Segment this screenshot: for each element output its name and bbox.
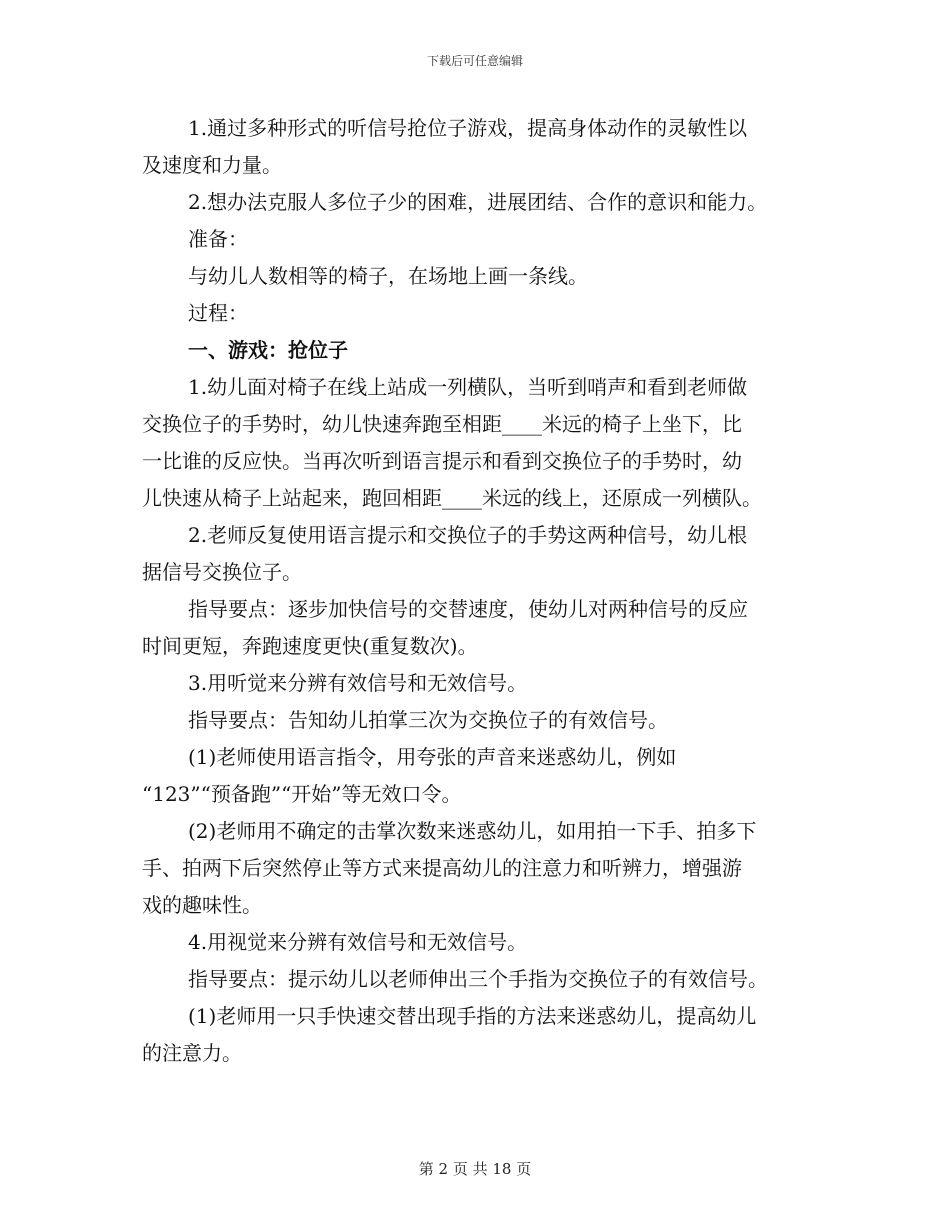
- text-line: 指导要点：告知幼儿拍掌三次为交换位子的有效信号。: [188, 708, 668, 732]
- text-line: 一比谁的反应快。当再次听到语言提示和看到交换位子的手势时，幼: [142, 449, 742, 473]
- text-line: 1.幼儿面对椅子在线上站成一列横队，当听到哨声和看到老师做: [188, 375, 748, 399]
- text-line: 指导要点：逐步加快信号的交替速度，使幼儿对两种信号的反应: [188, 597, 748, 621]
- text-line: 2.想办法克服人多位子少的困难，进展团结、合作的意识和能力。: [188, 190, 768, 214]
- text-line: 手、拍两下后突然停止等方式来提高幼儿的注意力和听辨力，增强游: [142, 856, 742, 880]
- text-line: 4.用视觉来分辨有效信号和无效信号。: [188, 930, 528, 954]
- text-line: 儿快速从椅子上站起来，跑回相距____米远的线上，还原成一列横队。: [142, 486, 762, 510]
- page-footer: 第 2 页 共 18 页: [418, 1160, 532, 1178]
- document-body: [142, 110, 822, 1072]
- text-line: 与幼儿人数相等的椅子，在场地上画一条线。: [188, 264, 588, 288]
- text-line: 及速度和力量。: [142, 153, 282, 177]
- text-line: 3.用听觉来分辨有效信号和无效信号。: [188, 671, 528, 695]
- text-line: (2)老师用不确定的击掌次数来迷惑幼儿，如用拍一下手、拍多下: [188, 819, 757, 843]
- text-line: “123”“预备跑”“开始”等无效口令。: [142, 782, 462, 806]
- text-line: 准备：: [188, 227, 248, 251]
- section-heading: 一、游戏：抢位子: [188, 338, 348, 362]
- text-line: 过程：: [188, 301, 248, 325]
- text-line: 1.通过多种形式的听信号抢位子游戏，提高身体动作的灵敏性以: [188, 116, 748, 140]
- text-line: (1)老师使用语言指令，用夸张的声音来迷惑幼儿，例如: [188, 745, 677, 769]
- text-line: (1)老师用一只手快速交替出现手指的方法来迷惑幼儿，提高幼儿: [188, 1004, 757, 1028]
- text-line: 2.老师反复使用语言提示和交换位子的手势这两种信号，幼儿根: [188, 523, 748, 547]
- text-line: 时间更短，奔跑速度更快(重复数次)。: [142, 634, 478, 658]
- text-line: 指导要点：提示幼儿以老师伸出三个手指为交换位子的有效信号。: [188, 967, 768, 991]
- text-line: 戏的趣味性。: [142, 893, 262, 917]
- text-line: 交换位子的手势时，幼儿快速奔跑至相距____米远的椅子上坐下，比: [142, 412, 742, 436]
- page-header: 下载后可任意编辑: [426, 54, 523, 68]
- text-line: 的注意力。: [142, 1041, 242, 1065]
- text-line: 据信号交换位子。: [142, 560, 302, 584]
